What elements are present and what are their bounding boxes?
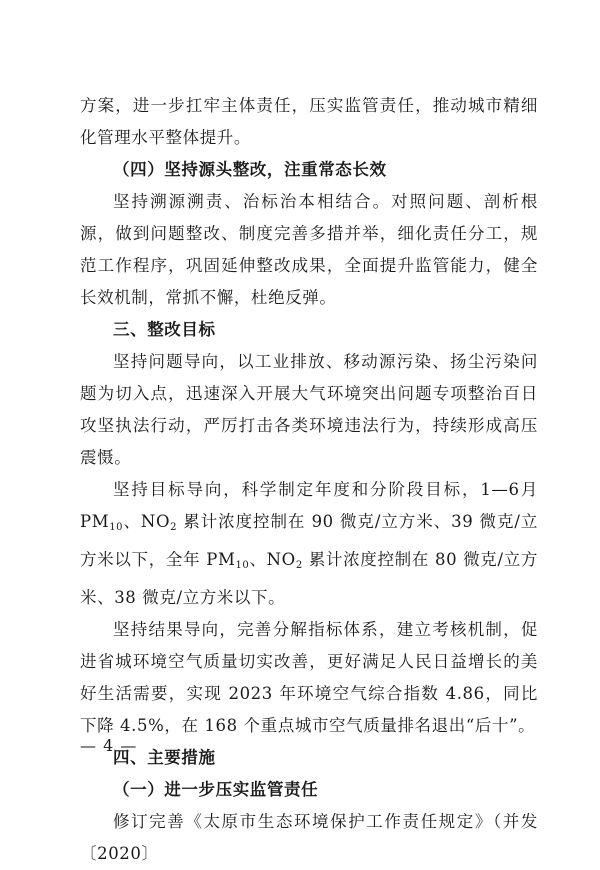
paragraph-result-oriented: 坚持结果导向，完善分解指标体系，建立考核机制，促进省城环境空气质量切实改善，更好满足人民日益增长的美好生活需要，实现 2023 年环境空气综合指数 4.86，同比下降 4.5%，在 168 个重点城市空气质量排名退出“后十”。 [80, 620, 538, 735]
paragraph-source-rectification: 坚持溯源溯责、治标治本相结合。对照问题、剖析根源，做到问题整改、制度完善多措并举，细化责任分工，规范工作程序，巩固延伸整改成果，全面提升监管能力，健全长效机制，常抓不懈，杜绝反弹。 [80, 192, 538, 307]
pm10-subscript: 10 [109, 522, 124, 533]
no2-subscript: 2 [170, 522, 178, 533]
paragraph-target-oriented [80, 474, 538, 614]
paragraph-problem-oriented: 坚持问题导向，以工业排放、移动源污染、扬尘污染问题为切入点，迅速深入开展大气环境突出问题专项整治百日攻坚执法行动，严厉打击各类环境违法行为，持续形成高压震慑。 [80, 352, 538, 467]
target-text-a: 坚持目标导向，科学制定年度和分阶段目标，1—6月 PM [80, 480, 538, 531]
target-text-e: 累计浓度控制在 80 微克/立方米、38 微克/立方米以下。 [80, 550, 538, 607]
pm10-subscript-2: 10 [235, 560, 250, 571]
no2-subscript-2: 2 [295, 560, 303, 571]
target-text-c: 累计浓度控制在 90 微克/立方米、39 微克/立方米以下，全年 PM [80, 512, 538, 569]
paragraph-continuation: 方案，进一步扛牢主体责任，压实监管责任，推动城市精细化管理水平整体提升。 [80, 96, 538, 147]
section-heading-measures: 四、主要措施 [113, 748, 216, 767]
section-heading-measures-1: （一）进一步压实监管责任 [113, 780, 319, 799]
document-body [80, 90, 538, 870]
section-heading-4: （四）坚持源头整改，注重常态长效 [113, 160, 387, 179]
paragraph-revise-regulations: 修订完善《太原市生态环境保护工作责任规定》（并发〔2020〕 [80, 812, 538, 863]
section-heading-goals: 三、整改目标 [113, 320, 216, 339]
target-text-b: 、NO [123, 512, 171, 531]
page-number: — 4 — [80, 736, 138, 755]
target-text-d: 、NO [249, 550, 296, 569]
